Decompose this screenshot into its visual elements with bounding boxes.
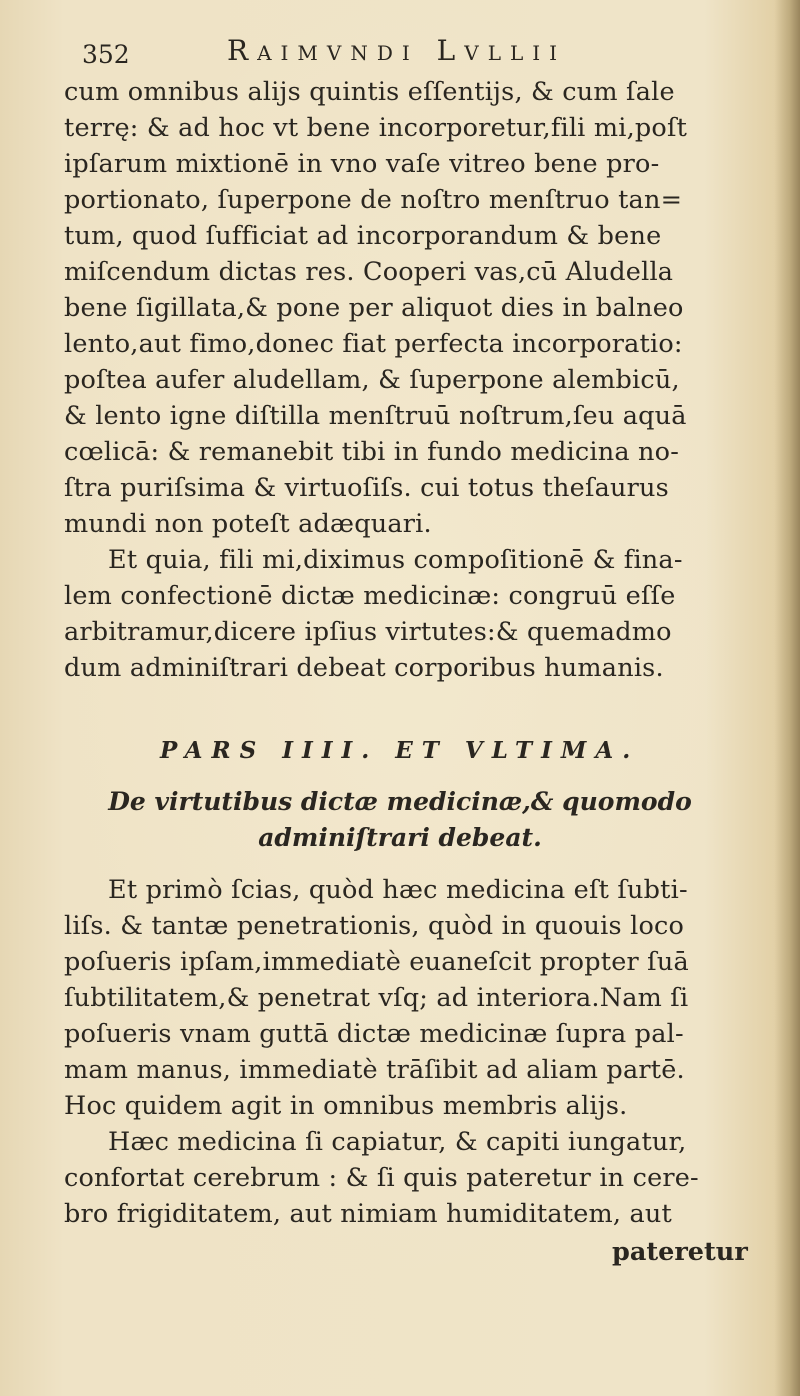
text-line: ſtra puriſsima & virtuoſiſs. cui totus theſaurus (64, 473, 669, 503)
page-number: 352 (82, 40, 130, 69)
section-subtitle: adminiſtrari debeat. (258, 823, 542, 852)
section-subtitle: De virtutibus dictæ medicinæ,& quomodo (108, 787, 692, 816)
page-edge-shadow (774, 0, 800, 1396)
text-line: Et quia, fili mi,diximus compoſitionē & fina- (108, 545, 683, 575)
text-line: tum, quod ſufficiat ad incorporandum & bene (64, 221, 662, 251)
text-line: liſs. & tantæ penetrationis, quòd in quouis loco (64, 911, 685, 941)
section-heading: PARS IIII. ET VLTIMA. (160, 737, 640, 764)
text-line: terrę: & ad hoc vt bene incorporetur,fili mi,poſt (64, 113, 688, 143)
text-line: & lento igne diſtilla menſtruū noſtrum,ſeu aquā (64, 401, 687, 431)
text-line: portionato, ſuperpone de noſtro menſtruo tan= (64, 185, 683, 215)
text-line: Hoc quidem agit in omnibus membris alijs. (64, 1091, 628, 1121)
text-line: poſueris ipſam,immediatè euaneſcit propter ſuā (64, 947, 689, 977)
text-line: poſtea aufer aludellam, & ſuperpone alembicū, (64, 365, 680, 395)
text-line: cœlicā: & remanebit tibi in fundo medicina no- (64, 437, 680, 467)
text-line: ſubtilitatem,& penetrat vſq; ad interiora.Nam ſi (64, 983, 689, 1013)
text-line: cum omnibus alijs quintis eſſentijs, & cum ſale (64, 77, 675, 107)
text-line: Hæc medicina ſi capiatur, & capiti iungatur, (108, 1127, 687, 1157)
text-line: lento,aut fimo,donec fiat perfecta incorporatio: (64, 329, 683, 359)
text-line: mam manus, immediatè trāſibit ad aliam partē. (64, 1055, 685, 1085)
running-head (82, 34, 702, 70)
text-line: Et primò ſcias, quòd hæc medicina eſt ſubti- (108, 875, 688, 905)
text-line: arbitramur,dicere ipſius virtutes:& quemadmo (64, 617, 672, 647)
text-line: bene ſigillata,& pone per aliquot dies in balneo (64, 293, 684, 323)
text-line: confortat cerebrum : & ſi quis pateretur in cere- (64, 1163, 699, 1193)
running-title: Raimvndi Lvllii (227, 34, 567, 67)
catchword: pateretur (612, 1237, 748, 1267)
text-line: bro frigiditatem, aut nimiam humiditatem, aut (64, 1199, 672, 1229)
text-line: poſueris vnam guttā dictæ medicinæ ſupra pal- (64, 1019, 684, 1049)
text-line: miſcendum dictas res. Cooperi vas,cū Aludella (64, 257, 674, 287)
text-line: lem confectionē dictæ medicinæ: congruū eſſe (64, 581, 676, 611)
text-line: mundi non poteſt adæquari. (64, 509, 432, 539)
text-line: ipſarum mixtionē in vno vaſe vitreo bene pro- (64, 149, 660, 179)
text-line: dum adminiſtrari debeat corporibus humanis. (64, 653, 664, 683)
